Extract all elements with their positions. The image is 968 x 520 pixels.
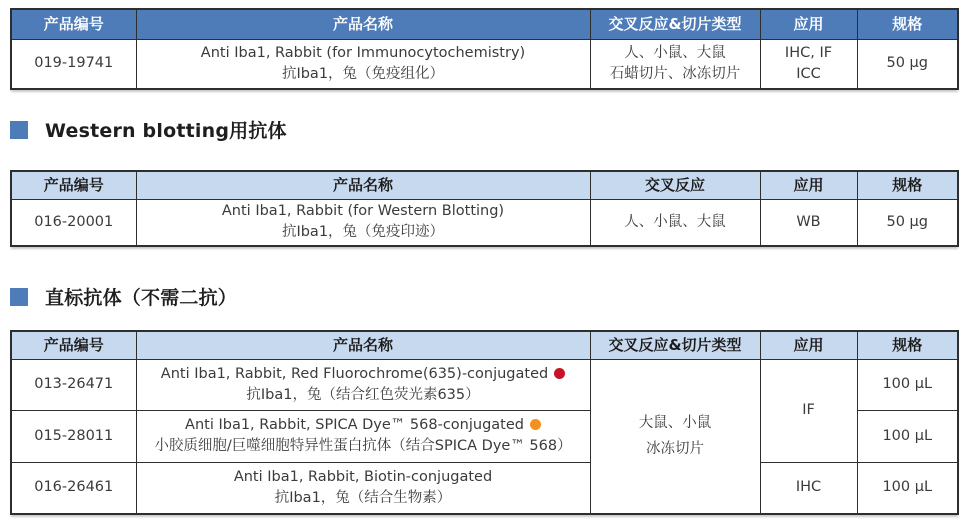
product-code-cell: 019-19741 [11,39,136,89]
product-name-en [137,415,590,436]
product-code-cell: 016-26461 [11,462,136,514]
red-dot-icon [554,368,565,379]
cross-reaction-sections: 石蜡切片、冰冻切片 [609,65,741,82]
col-header-application: 应用 [760,331,857,359]
col-header-cross-reaction: 交叉反应 [590,171,760,199]
product-code-cell: 015-28011 [11,410,136,462]
cross-reaction-species: 人、小鼠、大鼠 [624,44,726,61]
application-cell: WB [760,199,857,246]
product-name-cell [136,39,590,89]
cross-reaction-species: 大鼠、小鼠 [638,415,712,432]
product-name-cn: 抗Iba1，兔（免疫组化） [281,65,445,82]
size-cell: 50 μg [857,39,958,89]
col-header-size: 规格 [857,171,958,199]
product-code-cell: 013-26471 [11,359,136,410]
col-header-product-name: 产品名称 [136,171,590,199]
product-name-cell [136,359,590,410]
col-header-application: 应用 [760,9,857,39]
cross-reaction-cell [590,359,760,514]
application-line1: IHC, IF [784,44,833,61]
ihc-antibody-table [10,8,959,90]
product-name-cn: 抗Iba1，兔（免疫印迹） [281,224,445,241]
product-name-en [137,364,590,385]
col-header-size: 规格 [857,331,958,359]
product-name-cell [136,199,590,246]
blue-square-bullet-icon [10,121,28,139]
cross-reaction-sections: 冰冻切片 [646,441,704,458]
blue-square-bullet-icon [10,288,28,306]
col-header-size: 规格 [857,9,958,39]
western-blotting-antibody-table [10,170,959,247]
product-name-text: Anti Iba1, Rabbit, SPICA Dye™ 568-conjugated [185,417,524,433]
section-title: Western blotting用抗体 [45,120,287,142]
size-cell: 100 μL [857,410,958,462]
application-cell: IF [760,359,857,462]
section-heading-direct-label [10,283,237,310]
table-row [11,462,958,514]
product-name-text: Anti Iba1, Rabbit, Red Fluorochrome(635)-conjugated [160,365,549,382]
table-row [11,39,958,89]
direct-label-antibody-table [10,330,959,515]
product-name-cn: 小胶质细胞/巨噬细胞特异性蛋白抗体（结合SPICA Dye™ 568） [154,438,572,454]
size-cell: 100 μL [857,359,958,410]
table-row [11,199,958,246]
product-code-cell: 016-20001 [11,199,136,246]
table-row [11,359,958,410]
product-name-en: Anti Iba1, Rabbit (for Immunocytochemistry) [200,44,526,61]
table-header-row [11,171,958,199]
product-name-en: Anti Iba1, Rabbit, Biotin-conjugated [233,468,493,485]
table-header-row [11,9,958,39]
col-header-cross-reaction-section: 交叉反应&切片类型 [590,9,760,39]
col-header-product-name: 产品名称 [136,9,590,39]
section-title: 直标抗体（不需二抗） [45,287,238,309]
application-cell: IHC [760,462,857,514]
application-line2: ICC [796,65,821,82]
size-cell: 100 μL [857,462,958,514]
product-name-cn: 抗Iba1，兔（结合生物素） [274,489,452,506]
col-header-product-name: 产品名称 [136,331,590,359]
col-header-product-code: 产品编号 [11,9,136,39]
section-heading-western-blotting [10,116,287,143]
col-header-cross-reaction-section: 交叉反应&切片类型 [590,331,760,359]
orange-dot-icon [530,419,541,430]
product-name-cell [136,410,590,462]
table-header-row [11,331,958,359]
col-header-application: 应用 [760,171,857,199]
col-header-product-code: 产品编号 [11,171,136,199]
size-cell: 50 μg [857,199,958,246]
cross-reaction-cell: 人、小鼠、大鼠 [590,199,760,246]
product-name-en: Anti Iba1, Rabbit (for Western Blotting) [221,203,505,220]
application-cell [760,39,857,89]
product-name-cell [136,462,590,514]
col-header-product-code: 产品编号 [11,331,136,359]
product-name-cn: 抗Iba1，兔（结合红色荧光素635） [246,386,480,403]
cross-reaction-cell [590,39,760,89]
